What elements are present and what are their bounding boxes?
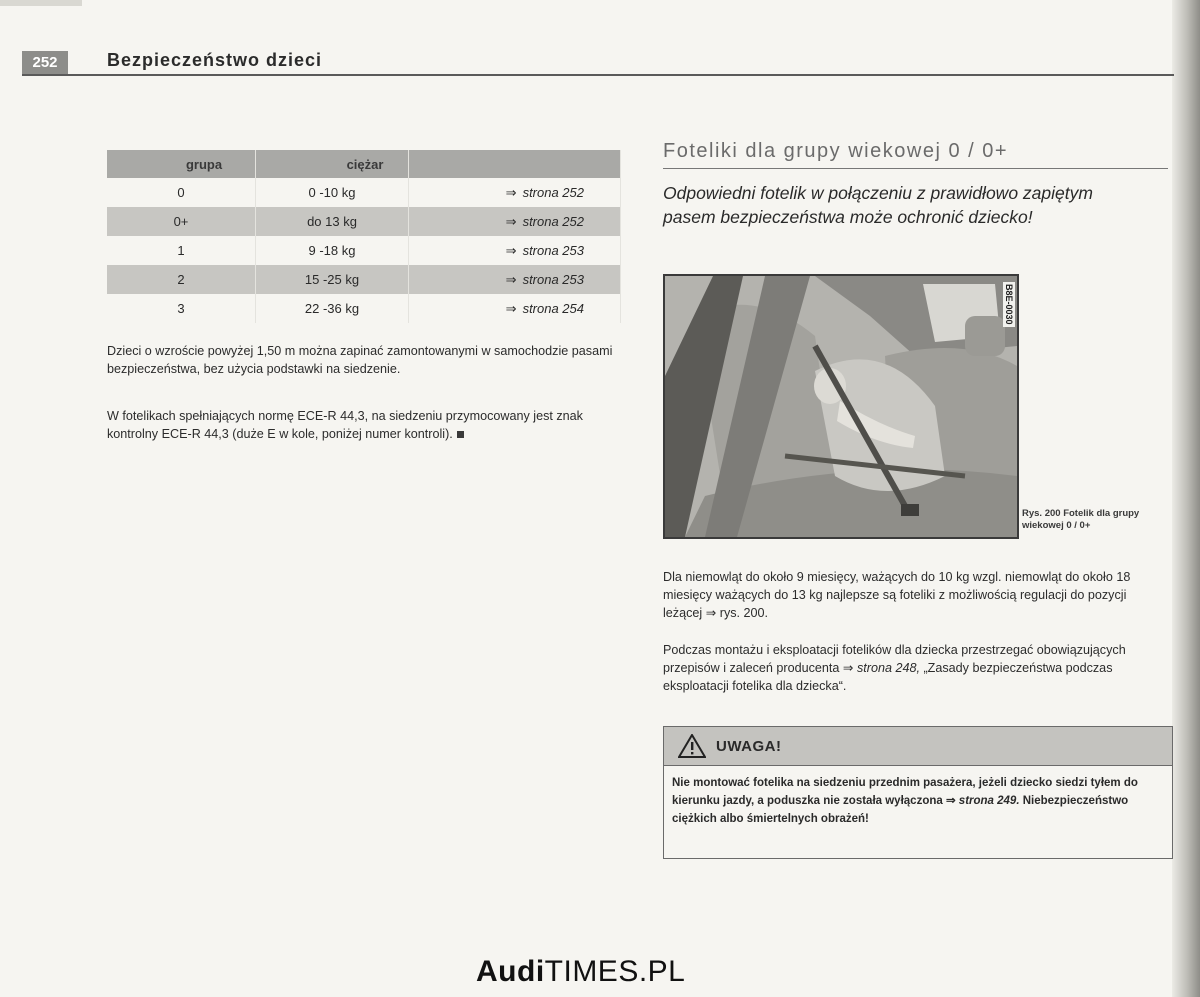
group-cell: 3 <box>107 294 256 323</box>
weight-cell: 15 -25 kg <box>256 265 409 294</box>
table-row <box>107 207 621 236</box>
arrow-icon: ⇒ <box>505 242 517 258</box>
section-lead: Odpowiedni fotelik w połączeniu z prawidłowo zapiętym pasem bezpieczeństwa może ochronić dziecko! <box>663 183 1093 227</box>
caption-text: Fotelik dla grupy wiekowej 0 / 0+ <box>1022 508 1140 531</box>
figure-code: B8E-0030 <box>1004 284 1014 325</box>
paragraph-installation: Podczas montażu i eksploatacji fotelików dla dziecka przestrzegać obowiązujących przepisów i zaleceń producenta ⇒ strona 248, „Zasady bezpieczeństwa podczas eksploatacji fotelika dla dziecka“. <box>663 643 1126 693</box>
section-title: Foteliki dla grupy wiekowej 0 / 0+ <box>663 140 1009 162</box>
header-rule <box>22 74 1174 76</box>
page-number: 252 <box>22 51 68 74</box>
warning-text: Nie montować fotelika na siedzeniu przednim pasażera, jeżeli dziecko siedzi tyłem do kierunku jazdy, a poduszka nie została wyłączona ⇒ strona 249. Niebezpieczeństwo ciężkich albo śmiertelnych obrażeń! <box>672 777 1138 825</box>
audi-times-logo: AudiTIMES.PL <box>476 955 686 988</box>
group-cell: 0 <box>107 178 256 207</box>
page-top-mark <box>0 0 82 6</box>
column-header-weight: ciężar <box>256 150 409 178</box>
group-cell: 0+ <box>107 207 256 236</box>
column-header-reference <box>409 150 621 178</box>
paragraph-height-note: Dzieci o wzroście powyżej 1,50 m można zapinać zamontowanymi w samochodzie pasami bezpieczeństwa, bez użycia podstawki na siedzenie. <box>107 344 613 376</box>
page-reference-link[interactable]: ⇒ strona 254 <box>409 294 621 323</box>
page-reference-link[interactable]: ⇒ strona 253 <box>409 265 621 294</box>
arrow-icon: ⇒ <box>505 184 517 200</box>
group-cell: 1 <box>107 236 256 265</box>
caption-label: Rys. 200 <box>1022 508 1061 519</box>
table-row <box>107 294 621 323</box>
page-binding-shadow <box>1172 0 1200 997</box>
table-row <box>107 236 621 265</box>
weight-cell: 9 -18 kg <box>256 236 409 265</box>
warning-box <box>663 726 1173 859</box>
arrow-icon: ⇒ <box>505 300 517 316</box>
group-cell: 2 <box>107 265 256 294</box>
warning-header <box>664 727 1172 766</box>
section-rule <box>663 168 1168 169</box>
weight-cell: 22 -36 kg <box>256 294 409 323</box>
figure-child-seat-photo <box>663 274 1019 539</box>
page-reference-link[interactable]: strona 249. <box>958 795 1020 807</box>
table-row <box>107 265 621 294</box>
weight-cell: do 13 kg <box>256 207 409 236</box>
page-header-title: Bezpieczeństwo dzieci <box>107 50 323 70</box>
column-header-group: grupa <box>107 150 256 178</box>
table-row <box>107 178 621 207</box>
paragraph-infant-seats: Dla niemowląt do około 9 miesięcy, ważących do 10 kg wzgl. niemowląt do około 18 miesięcy ważących do 13 kg najlepsze są foteliki z możliwością regulacji do pozycji leżącej ⇒ rys. 200. <box>663 570 1131 620</box>
figure-caption <box>1022 508 1172 532</box>
weight-cell: 0 -10 kg <box>256 178 409 207</box>
page-reference-link[interactable]: ⇒ strona 252 <box>409 207 621 236</box>
paragraph-ece-note: W fotelikach spełniających normę ECE-R 44,3, na siedzeniu przymocowany jest znak kontrolny ECE-R 44,3 (duże E w kole, poniżej numer kontroli). <box>107 409 583 441</box>
table-header-row <box>107 150 621 178</box>
page-reference-link[interactable]: strona 248, <box>856 661 920 675</box>
warning-title: UWAGA! <box>716 737 782 755</box>
page-reference-link[interactable]: ⇒ strona 252 <box>409 178 621 207</box>
arrow-icon: ⇒ <box>505 213 517 229</box>
child-seat-illustration <box>665 276 1017 537</box>
arrow-icon: ⇒ <box>505 271 517 287</box>
warning-triangle-icon <box>678 734 706 758</box>
end-of-section-icon <box>457 431 464 438</box>
page-reference-link[interactable]: ⇒ strona 253 <box>409 236 621 265</box>
weight-group-table <box>107 150 621 323</box>
